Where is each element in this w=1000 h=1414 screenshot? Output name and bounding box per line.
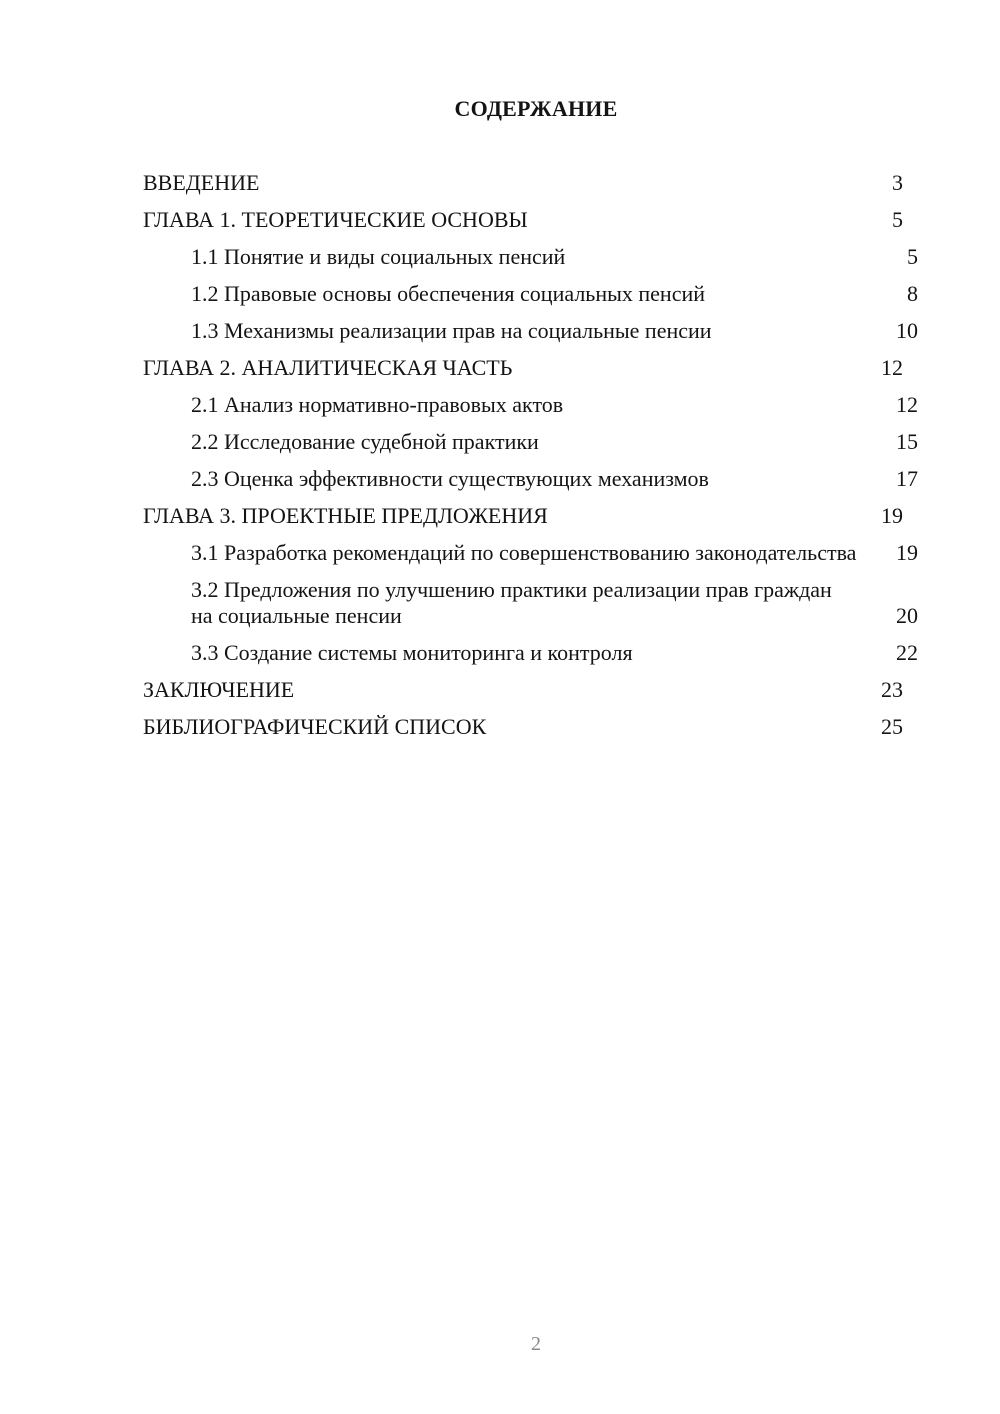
- toc-entry-label: 1.1 Понятие и виды социальных пенсий: [191, 244, 566, 269]
- toc-entry-page: 19: [896, 540, 918, 565]
- toc-entry-section-2-2[interactable]: [143, 429, 918, 455]
- toc-entry-section-3-2[interactable]: [143, 577, 918, 629]
- toc-entry-page: 22: [896, 640, 918, 665]
- toc-entry-section-1-1[interactable]: [143, 244, 918, 270]
- page-number: 2: [531, 1333, 541, 1355]
- toc-entry-label: ВВЕДЕНИЕ: [143, 170, 260, 195]
- toc-entry-section-2-3[interactable]: [143, 466, 918, 492]
- page-title: СОДЕРЖАНИЕ: [454, 96, 618, 121]
- toc-entry-page: 5: [892, 207, 903, 232]
- toc-entry-label: ЗАКЛЮЧЕНИЕ: [143, 677, 295, 702]
- toc-entry-page: 3: [892, 170, 903, 195]
- table-of-contents: [143, 170, 918, 751]
- toc-entry-label: ГЛАВА 1. ТЕОРЕТИЧЕСКИЕ ОСНОВЫ: [143, 207, 528, 232]
- toc-entry-label: ГЛАВА 2. АНАЛИТИЧЕСКАЯ ЧАСТЬ: [143, 355, 513, 380]
- toc-entry-chapter-1[interactable]: [143, 207, 918, 233]
- toc-entry-chapter-2[interactable]: [143, 355, 918, 381]
- toc-entry-page: 12: [881, 355, 903, 380]
- toc-entry-label: 1.3 Механизмы реализации прав на социальные пенсии: [191, 318, 712, 343]
- toc-entry-page: 10: [896, 318, 918, 343]
- toc-entry-section-3-1[interactable]: [143, 540, 918, 566]
- toc-entry-introduction[interactable]: [143, 170, 918, 196]
- toc-entry-chapter-3[interactable]: [143, 503, 918, 529]
- toc-entry-bibliography[interactable]: [143, 714, 918, 740]
- toc-entry-page: 23: [881, 677, 903, 702]
- toc-entry-section-2-1[interactable]: [143, 392, 918, 418]
- toc-entry-page: 17: [896, 466, 918, 491]
- toc-entry-label: 2.1 Анализ нормативно-правовых актов: [191, 392, 564, 417]
- toc-entry-page: 12: [896, 392, 918, 417]
- toc-entry-label: БИБЛИОГРАФИЧЕСКИЙ СПИСОК: [143, 714, 487, 739]
- toc-entry-page: 5: [907, 244, 918, 269]
- toc-entry-label: 3.1 Разработка рекомендаций по совершенствованию законодательства: [191, 540, 857, 565]
- toc-entry-page: 15: [896, 429, 918, 454]
- toc-entry-label: 1.2 Правовые основы обеспечения социальных пенсий: [191, 281, 706, 306]
- toc-entry-label: 2.3 Оценка эффективности существующих механизмов: [191, 466, 709, 491]
- toc-entry-section-1-2[interactable]: [143, 281, 918, 307]
- toc-entry-label: 2.2 Исследование судебной практики: [191, 429, 539, 454]
- toc-entry-label: ГЛАВА 3. ПРОЕКТНЫЕ ПРЕДЛОЖЕНИЯ: [143, 503, 548, 528]
- toc-entry-section-1-3[interactable]: [143, 318, 918, 344]
- toc-entry-page: 25: [881, 714, 903, 739]
- toc-entry-label: 3.3 Создание системы мониторинга и контроля: [191, 640, 633, 665]
- toc-entry-page: 20: [896, 603, 918, 628]
- toc-entry-page: 19: [881, 503, 903, 528]
- toc-entry-section-3-3[interactable]: [143, 640, 918, 666]
- toc-entry-page: 8: [907, 281, 918, 306]
- toc-entry-label: 3.2 Предложения по улучшению практики реализации прав граждан на социальные пенсии: [191, 577, 832, 628]
- toc-entry-conclusion[interactable]: [143, 677, 918, 703]
